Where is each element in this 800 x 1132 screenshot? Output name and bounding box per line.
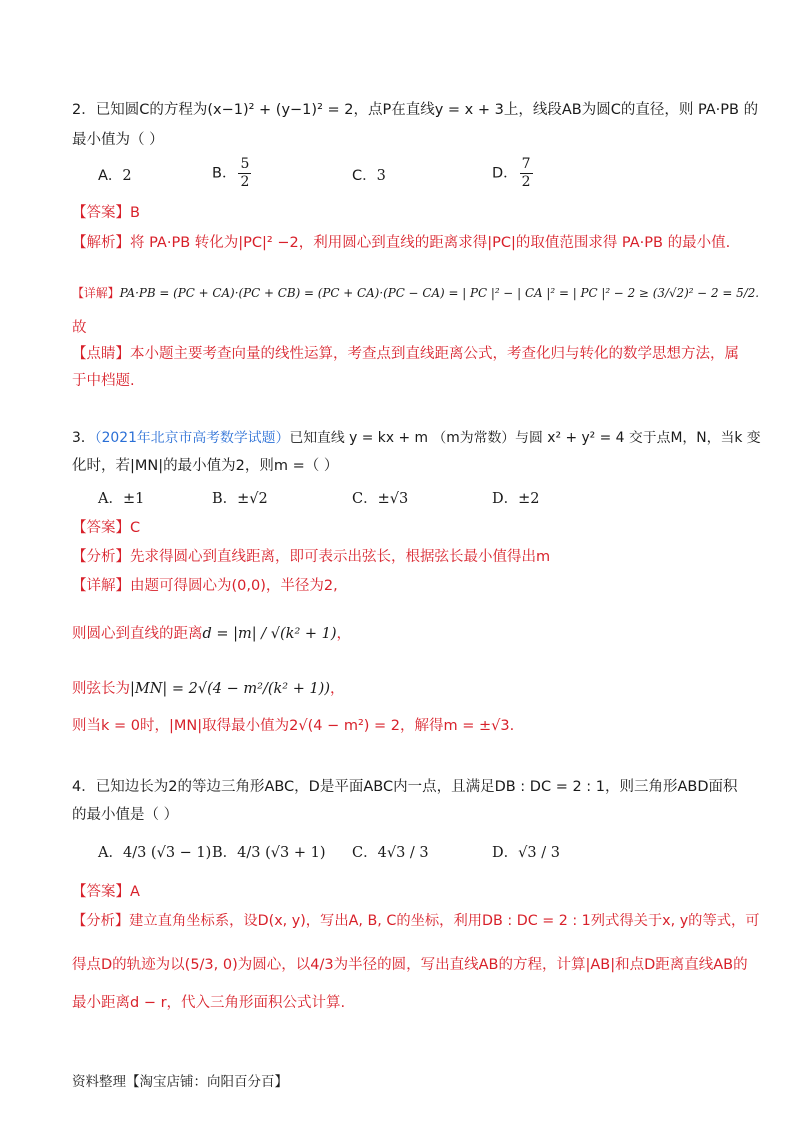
q2-stem-line2: 最小值为（ ） [72,132,164,148]
q3-stem-line1 [72,428,761,448]
q3-stem-rest: 已知直线 y = kx + m （m为常数）与圆 x² + y² = 4 交于点M，N，当k 变 [289,430,761,446]
q2-detail-prefix: 【详解】 [72,286,120,300]
q3-source: （2021年北京市高考数学试题） [94,430,290,446]
q3-step2-math: |MN| = 2√(4 − m²/(k² + 1)) [130,681,330,697]
q4-stem-line1: 4．已知边长为2的等边三角形ABC，D是平面ABC内一点，且满足DB : DC = 2 : 1，则三角形ABD面积 [72,779,738,795]
q3-detail: 【详解】由题可得圆心为(0,0)，半径为2, [72,578,338,594]
footer-source: 资料整理【淘宝店铺：向阳百分百】 [72,1074,288,1090]
q2-option-d-den: 2 [521,174,531,190]
q2-detail-end: 故 [72,320,87,336]
q4-answer: 【答案】A [72,884,140,900]
q4-analysis-line2: 得点D的轨迹为以(5/3, 0)为圆心，以4/3为半径的圆，写出直线AB的方程，计算|AB|和点D距离直线AB的 [72,957,748,973]
q4-option-d: D．√3 / 3 [492,845,560,861]
q2-stem-line1: 2．已知圆C的方程为(x−1)² + (y−1)² = 2，点P在直线y = x + 3上，线段AB为圆C的直径，则 PA·PB 的 [72,102,759,118]
q2-option-b: B． $\frac{5}{2}$ [212,156,250,190]
q4-analysis-line1: 【分析】建立直角坐标系，设D(x, y)，写出A, B, C的坐标，利用DB : DC = 2 : 1列式得关于x, y的等式，可 [72,913,760,929]
q3-option-d: D．±2 [492,491,540,507]
q2-answer: 【答案】B [72,205,140,221]
q2-option-b-den: 2 [240,174,250,190]
q3-step2: 则弦长为|MN| = 2√(4 − m²/(k² + 1))， [72,681,345,697]
q2-comment-line1: 【点睛】本小题主要考查向量的线性运算，考查点到直线距离公式，考查化归与转化的数学思想方法，属 [72,346,739,362]
q4-stem-line2: 的最小值是（ ） [72,807,179,823]
q3-analysis: 【分析】先求得圆心到直线距离，即可表示出弦长，根据弦长最小值得出m [72,549,551,565]
q4-analysis-line3: 最小距离d − r，代入三角形面积公式计算. [72,995,346,1011]
q3-step1: 则圆心到直线的距离d = |m| / √(k² + 1)， [72,626,352,642]
q3-option-a: A．±1 [98,491,145,507]
q3-option-b: B．±√2 [212,491,268,507]
q2-analysis: 【解析】将 PA·PB 转化为|PC|² −2，利用圆心到直线的距离求得|PC|的取值范围求得 PA·PB 的最小值. [72,235,731,251]
q2-detail-math: PA·PB = (PC + CA)·(PC + CB) = (PC + CA)·(PC − CA) = | PC |² − | CA |² = | PC |² − 2 ≥ (3/√2)² − 2 = 5/2. [119,286,760,300]
q4-option-a: A．4/3 (√3 − 1) [98,845,212,861]
q3-step1-math: d = |m| / √(k² + 1) [202,626,337,642]
q3-stem-line2: 化时，若|MN|的最小值为2，则m =（ ） [72,458,339,474]
q2-option-c: C．3 [352,168,386,184]
q3-option-c: C．±√3 [352,491,409,507]
q2-option-d: D． $\frac{7}{2}$ [492,156,531,190]
q2-comment-line2: 于中档题. [72,373,135,389]
q4-option-c: C．4√3 / 3 [352,845,429,861]
q3-answer: 【答案】C [72,520,141,536]
q4-option-b: B．4/3 (√3 + 1) [212,845,326,861]
q3-step3: 则当k = 0时，|MN|取得最小值为2√(4 − m²) = 2，解得m = ±√3. [72,718,515,734]
q2-detail [72,283,759,303]
q2-option-b-num: 5 [240,156,250,172]
q2-option-d-num: 7 [521,156,531,172]
q3-number: 3． [72,430,95,446]
q2-option-a: A．2 [98,168,132,184]
